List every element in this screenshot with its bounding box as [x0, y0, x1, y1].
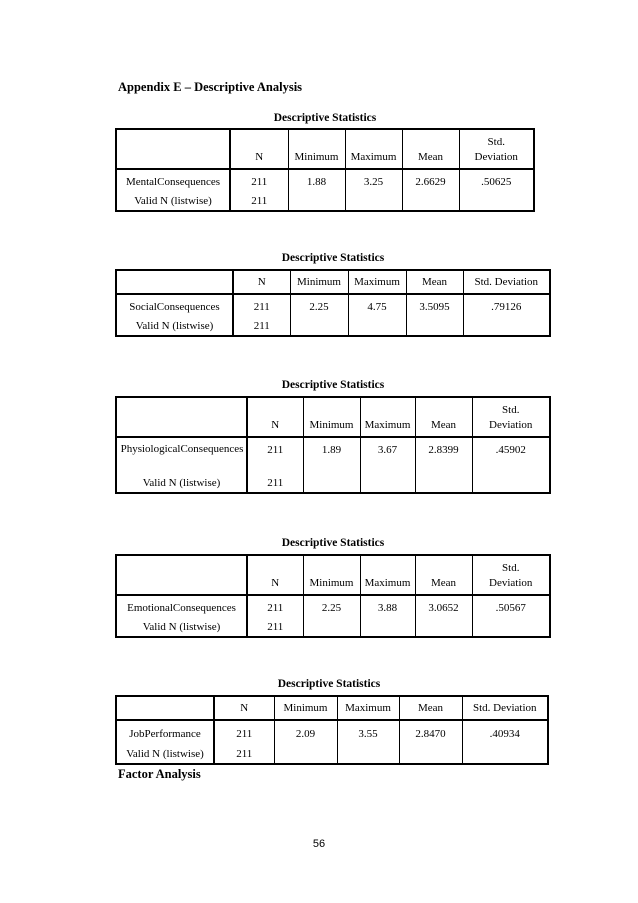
- cell-minimum: 1.89: [303, 437, 360, 473]
- header-std-deviation-label: Std. Deviation: [474, 136, 518, 163]
- cell-n: 211: [233, 316, 290, 336]
- row-label: SocialConsequences: [116, 294, 233, 316]
- table-title: Descriptive Statistics: [273, 112, 377, 124]
- cell-maximum: 4.75: [348, 294, 406, 316]
- row-label: [116, 437, 247, 473]
- header-mean: Mean: [415, 555, 472, 595]
- cell-mean: 2.8399: [415, 437, 472, 473]
- header-maximum: Maximum: [348, 270, 406, 294]
- cell-maximum: [360, 617, 415, 637]
- header-row: [116, 270, 550, 294]
- header-minimum: Minimum: [303, 397, 360, 437]
- cell-n: 211: [230, 191, 288, 211]
- header-std-deviation: Std. Deviation: [462, 696, 548, 720]
- header-maximum: Maximum: [360, 555, 415, 595]
- header-n: N: [230, 129, 288, 169]
- header-mean: Mean: [415, 397, 472, 437]
- cell-minimum: 2.09: [274, 720, 337, 744]
- cell-n: 211: [247, 473, 303, 493]
- cell-minimum: 2.25: [290, 294, 348, 316]
- cell-mean: [399, 744, 462, 764]
- header-minimum: Minimum: [303, 555, 360, 595]
- cell-maximum: 3.55: [337, 720, 399, 744]
- cell-n: 211: [214, 720, 274, 744]
- cell-minimum: [303, 473, 360, 493]
- cell-n: 211: [233, 294, 290, 316]
- header-std-deviation: [472, 397, 550, 437]
- header-mean: Mean: [399, 696, 462, 720]
- cell-n: 211: [247, 437, 303, 473]
- appendix-heading: Appendix E – Descriptive Analysis: [118, 80, 303, 94]
- header-std-deviation: [459, 129, 534, 169]
- cell-maximum: [360, 473, 415, 493]
- header-blank-cell: [116, 696, 214, 720]
- header-maximum: Maximum: [337, 696, 399, 720]
- header-row: [116, 129, 534, 169]
- header-blank-cell: [116, 397, 247, 437]
- cell-mean: 3.5095: [406, 294, 463, 316]
- header-maximum: Maximum: [345, 129, 402, 169]
- cell-std-deviation: .40934: [462, 720, 548, 744]
- cell-maximum: 3.67: [360, 437, 415, 473]
- cell-mean: [415, 617, 472, 637]
- cell-minimum: [303, 617, 360, 637]
- cell-std-deviation: [459, 191, 534, 211]
- cell-maximum: 3.25: [345, 169, 402, 191]
- cell-std-deviation: [472, 473, 550, 493]
- descriptive-table-job-performance: [115, 695, 549, 765]
- descriptive-table-emotional: [115, 554, 551, 638]
- row-label: MentalConsequences: [116, 169, 230, 191]
- header-minimum: Minimum: [288, 129, 345, 169]
- row-label: Valid N (listwise): [116, 473, 247, 493]
- cell-mean: 3.0652: [415, 595, 472, 617]
- factor-analysis-heading: Factor Analysis: [118, 767, 201, 781]
- header-n: N: [247, 555, 303, 595]
- cell-std-deviation: .79126: [463, 294, 550, 316]
- cell-std-deviation: .45902: [472, 437, 550, 473]
- cell-n: 211: [247, 617, 303, 637]
- cell-mean: 2.8470: [399, 720, 462, 744]
- table-row: [116, 744, 548, 764]
- cell-maximum: [337, 744, 399, 764]
- cell-minimum: 1.88: [288, 169, 345, 191]
- header-std-deviation: [472, 555, 550, 595]
- table-title: Descriptive Statistics: [281, 252, 385, 264]
- header-minimum: Minimum: [290, 270, 348, 294]
- cell-mean: [402, 191, 459, 211]
- cell-minimum: 2.25: [303, 595, 360, 617]
- cell-std-deviation: .50625: [459, 169, 534, 191]
- cell-mean: 2.6629: [402, 169, 459, 191]
- header-minimum: Minimum: [274, 696, 337, 720]
- table-row: [116, 720, 548, 744]
- table-row: [116, 595, 550, 617]
- descriptive-table-mental: [115, 128, 535, 212]
- table-row: [116, 473, 550, 493]
- descriptive-table-physiological: [115, 396, 551, 494]
- header-std-deviation-label: Std. Deviation: [489, 404, 533, 431]
- header-blank-cell: [116, 270, 233, 294]
- descriptive-table-social: [115, 269, 551, 337]
- row-label: Valid N (listwise): [116, 617, 247, 637]
- header-n: N: [214, 696, 274, 720]
- row-label: Valid N (listwise): [116, 316, 233, 336]
- cell-maximum: [348, 316, 406, 336]
- header-mean: Mean: [402, 129, 459, 169]
- table-row: [116, 617, 550, 637]
- header-n: N: [233, 270, 290, 294]
- cell-maximum: [345, 191, 402, 211]
- cell-std-deviation: [462, 744, 548, 764]
- header-row: [116, 397, 550, 437]
- header-std-deviation-label: Std. Deviation: [489, 562, 533, 589]
- header-row: [116, 555, 550, 595]
- row-label: Valid N (listwise): [116, 744, 214, 764]
- row-label: EmotionalConsequences: [116, 595, 247, 617]
- cell-minimum: [288, 191, 345, 211]
- table-row: [116, 169, 534, 191]
- cell-std-deviation: [472, 617, 550, 637]
- header-mean: Mean: [406, 270, 463, 294]
- cell-mean: [406, 316, 463, 336]
- cell-maximum: 3.88: [360, 595, 415, 617]
- row-label: JobPerformance: [116, 720, 214, 744]
- row-label: Valid N (listwise): [116, 191, 230, 211]
- cell-n: 211: [214, 744, 274, 764]
- cell-std-deviation: [463, 316, 550, 336]
- table-title: Descriptive Statistics: [277, 678, 381, 690]
- table-row: [116, 294, 550, 316]
- header-maximum: Maximum: [360, 397, 415, 437]
- page-number: 56: [312, 838, 326, 850]
- table-title: Descriptive Statistics: [281, 379, 385, 391]
- header-row: [116, 696, 548, 720]
- header-blank-cell: [116, 555, 247, 595]
- header-n: N: [247, 397, 303, 437]
- cell-mean: [415, 473, 472, 493]
- table-row: [116, 316, 550, 336]
- table-row: [116, 191, 534, 211]
- table-row: [116, 437, 550, 473]
- cell-minimum: [274, 744, 337, 764]
- cell-minimum: [290, 316, 348, 336]
- row-label-text: PhysiologicalConsequences: [120, 443, 244, 455]
- cell-n: 211: [230, 169, 288, 191]
- header-blank-cell: [116, 129, 230, 169]
- header-std-deviation: Std. Deviation: [463, 270, 550, 294]
- cell-std-deviation: .50567: [472, 595, 550, 617]
- table-title: Descriptive Statistics: [281, 537, 385, 549]
- cell-n: 211: [247, 595, 303, 617]
